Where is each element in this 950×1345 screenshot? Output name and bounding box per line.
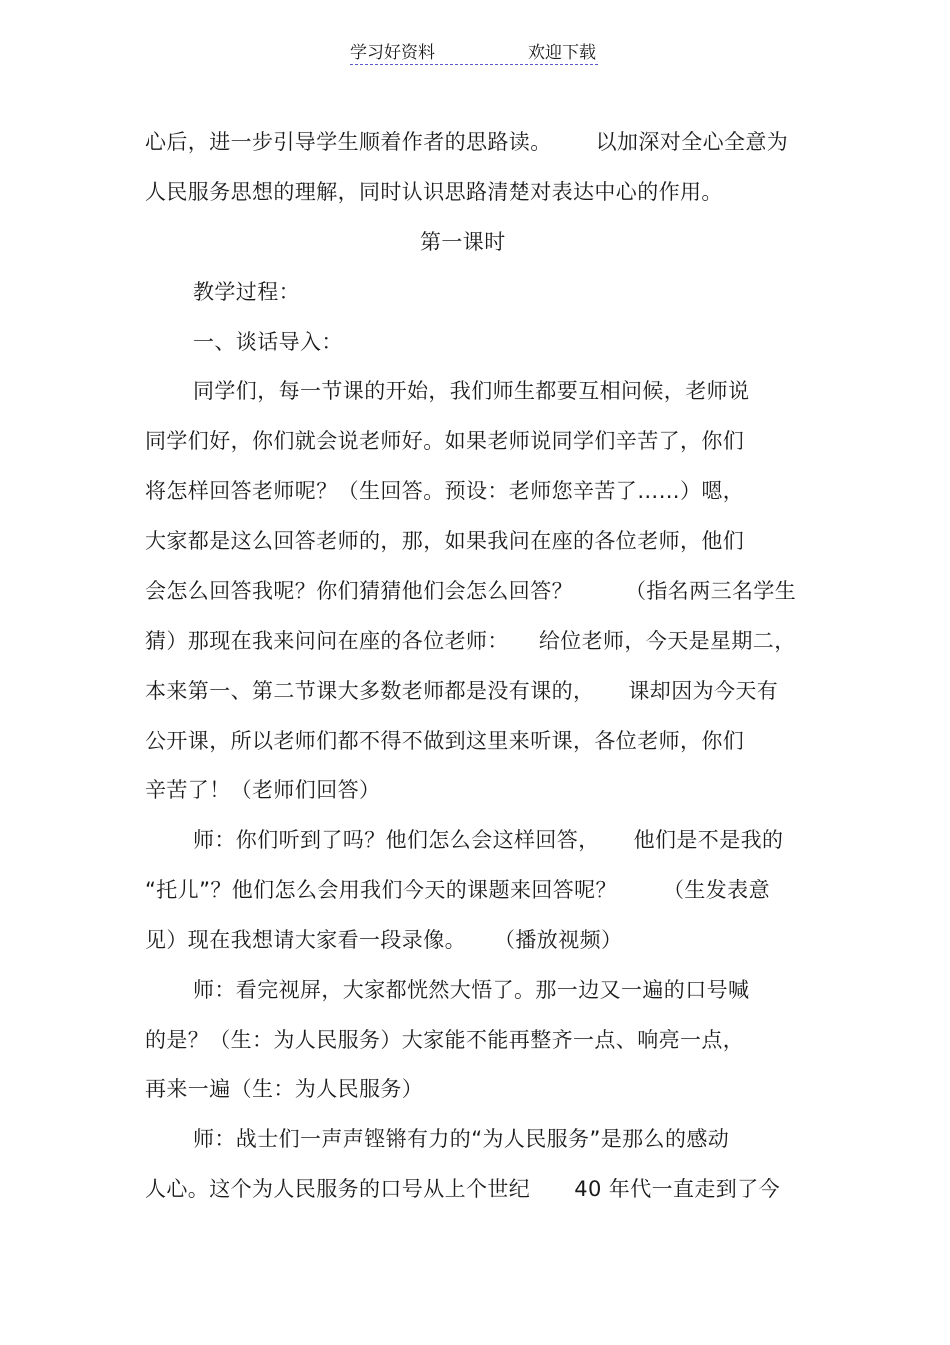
text-line [193,826,783,854]
header-left-text: 学习好资料 [350,43,435,63]
line-segment: 一、谈话导入： [193,330,343,354]
text-line [145,577,796,605]
line-segment: 人民服务思想的理解，同时认识思路清楚对表达中心的作用。 [145,180,723,204]
header-right-text: 欢迎下载 [528,43,596,63]
text-line [145,627,796,655]
line-segment: 师：你们听到了吗？他们怎么会这样回答， [193,828,600,852]
section-heading [420,228,506,256]
line-segment: 猜）那现在我来问问在座的各位老师： [145,629,509,653]
line-segment: 课却因为今天有 [628,679,779,703]
text-line [145,876,770,904]
text-line [145,178,723,206]
line-segment: 将怎样回答老师呢？（生回答。预设：老师您辛苦了……）嗯， [145,479,745,503]
line-segment: 公开课，所以老师们都不得不做到这里来听课，各位老师，你们 [145,729,745,753]
line-segment: 的是？（生：为人民服务）大家能不能再整齐一点、响亮一点， [145,1028,745,1052]
text-line [193,976,749,1004]
line-segment: 大家都是这么回答老师的，那，如果我问在座的各位老师，他们 [145,529,745,553]
line-segment: 他们是不是我的 [633,828,784,852]
text-line [145,1075,423,1103]
line-segment: 师：战士们一声声铿锵有力的“为人民服务”是那么的感动 [193,1127,730,1151]
text-line [193,278,300,306]
line-segment: 再来一遍（生：为人民服务） [145,1077,424,1101]
line-segment: 以加深对全心全意为 [595,130,789,154]
line-segment: （指名两三名学生 [625,579,797,603]
text-line [145,677,778,705]
line-segment: 心后，进一步引导学生顺着作者的思路读。 [145,130,552,154]
line-segment: 第一课时 [420,230,506,254]
text-line [145,1026,744,1054]
text-line [145,427,744,455]
page-header [350,42,598,65]
text-line [145,727,744,755]
line-segment: （播放视频） [494,928,623,952]
line-segment: 辛苦了！（老师们回答） [145,778,381,802]
line-segment: 教学过程： [193,280,300,304]
text-line [145,1175,780,1203]
text-line [145,527,744,555]
line-segment: 同学们，每一节课的开始，我们师生都要互相问候，老师说 [193,379,750,403]
line-segment: 见）现在我想请大家看一段录像。 [145,928,466,952]
line-segment: 本来第一、第二节课大多数老师都是没有课的， [145,679,595,703]
line-segment: 会怎么回答我呢？你们猜猜他们会怎么回答？ [145,579,573,603]
text-line [145,477,744,505]
text-line [193,1125,729,1153]
text-line [193,328,343,356]
line-segment: 40 年代一直走到了今 [574,1177,780,1201]
text-line [145,776,380,804]
line-segment: “托儿”？他们怎么会用我们今天的课题来回答呢？ [145,878,617,902]
text-line [145,128,788,156]
line-segment: 师：看完视屏，大家都恍然大悟了。那一边又一遍的口号喊 [193,978,750,1002]
line-segment: 同学们好，你们就会说老师好。如果老师说同学们辛苦了，你们 [145,429,745,453]
text-line [145,926,622,954]
line-segment: 给位老师，今天是星期二， [538,629,796,653]
line-segment: 人心。这个为人民服务的口号从上个世纪 [145,1177,531,1201]
text-line [193,377,749,405]
line-segment: （生发表意 [662,878,770,902]
